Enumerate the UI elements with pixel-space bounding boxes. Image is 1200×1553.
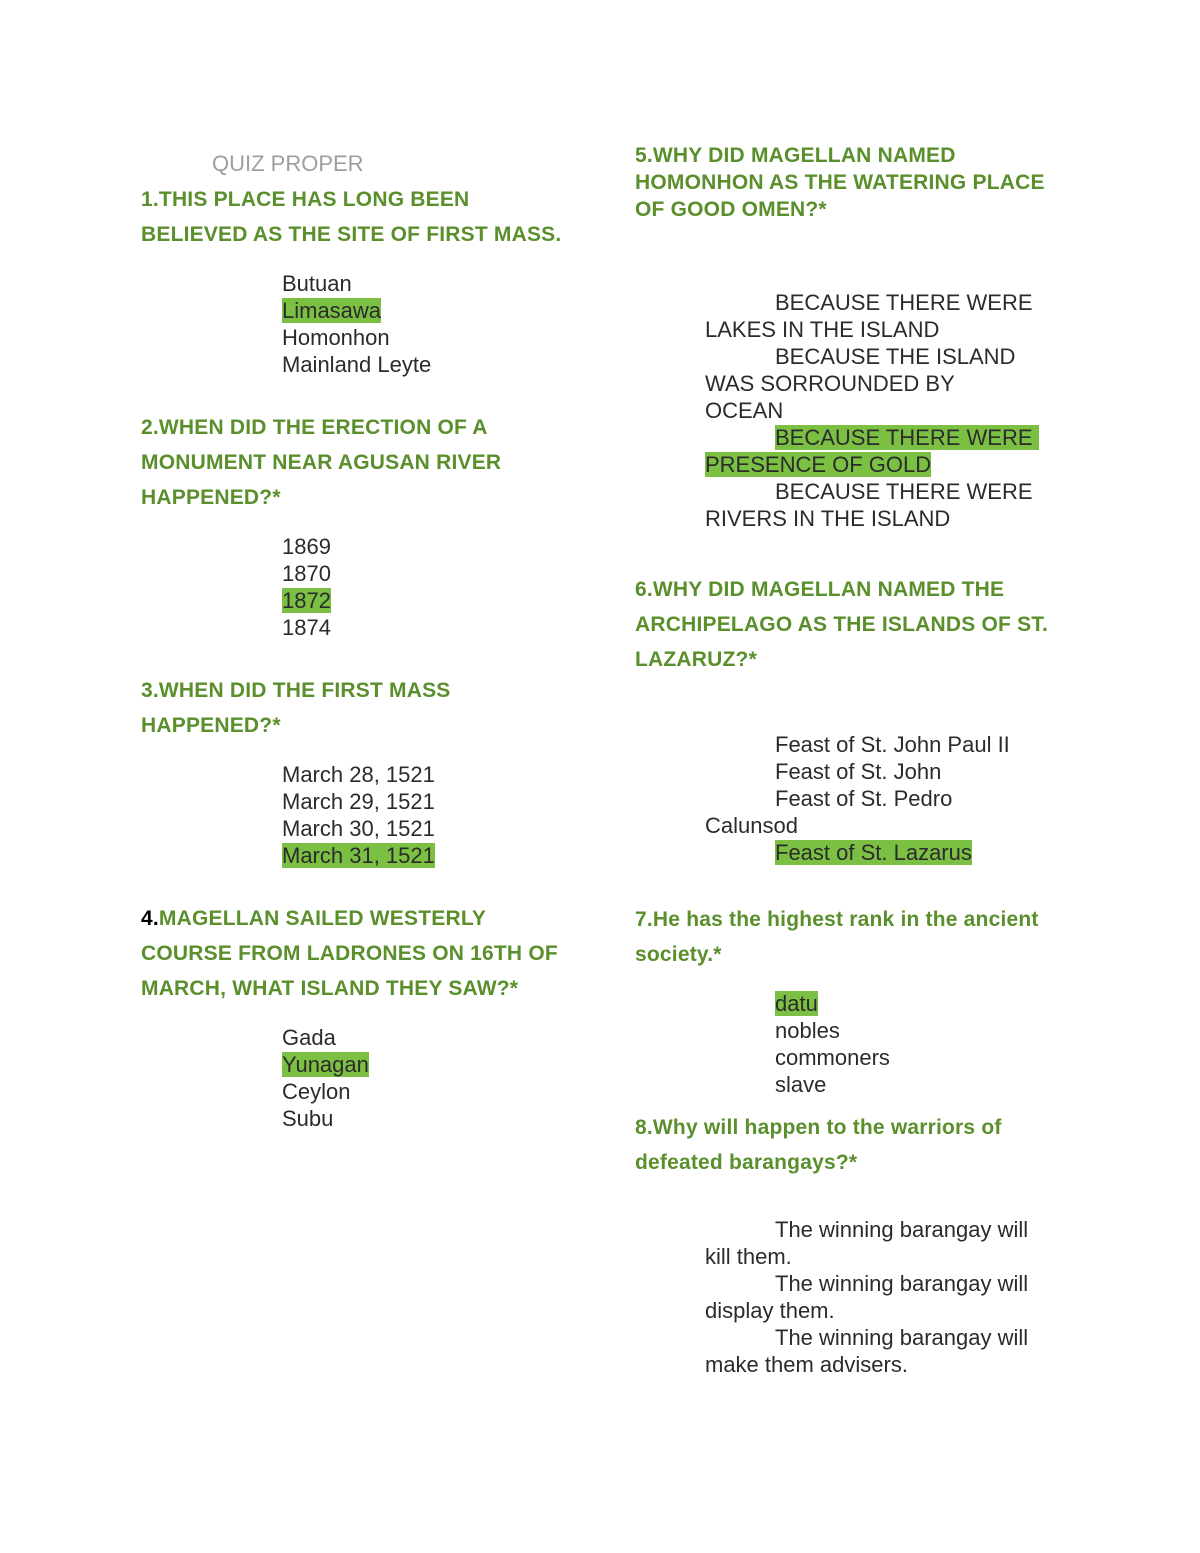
option: March 30, 1521 (282, 816, 435, 841)
option: BECAUSE THERE WERE RIVERS IN THE ISLAND (705, 479, 1033, 531)
option: Subu (282, 1106, 334, 1131)
option-correct: Feast of St. Lazarus (775, 840, 972, 865)
option: Mainland Leyte (282, 352, 432, 377)
question-4-options (141, 1024, 581, 1132)
option: 1874 (282, 615, 331, 640)
question-3: 3.WHEN DID THE FIRST MASS HAPPENED?* (141, 679, 451, 737)
question-3-options (141, 761, 581, 869)
left-column (141, 148, 581, 1132)
option: March 28, 1521 (282, 762, 435, 787)
option-correct: March 31, 1521 (282, 843, 435, 868)
question-5: 5.WHY DID MAGELLAN NAMED HOMONHON AS THE WATERING PLACE OF GOOD OMEN?* (635, 144, 1045, 221)
question-6: 6.WHY DID MAGELLAN NAMED THE ARCHIPELAGO AS THE ISLANDS OF ST. LAZARUZ?* (635, 578, 1049, 671)
option: BECAUSE THERE WERE LAKES IN THE ISLAND (705, 290, 1033, 342)
option: Gada (282, 1025, 336, 1050)
option: Butuan (282, 271, 352, 296)
question-5-options (635, 289, 1065, 532)
page-title: QUIZ PROPER (212, 151, 364, 176)
option: Homonhon (282, 325, 390, 350)
option: The winning barangay will kill them. (705, 1217, 1029, 1269)
question-4: 4.MAGELLAN SAILED WESTERLY COURSE FROM LADRONES ON 16TH OF MARCH, WHAT ISLAND THEY SAW?* (141, 907, 558, 1000)
option: slave (775, 1072, 827, 1097)
option: Ceylon (282, 1079, 351, 1104)
option: BECAUSE THE ISLAND WAS SORROUNDED BY OCEAN (705, 344, 1016, 423)
option: March 29, 1521 (282, 789, 435, 814)
option-correct: BECAUSE THERE WERE PRESENCE OF GOLD (705, 424, 1065, 478)
question-8: 8.Why will happen to the warriors of defeated barangays?* (635, 1116, 1002, 1174)
question-7: 7.He has the highest rank in the ancient society.* (635, 908, 1039, 966)
option: Feast of St. Pedro Calunsod (705, 786, 953, 838)
option-correct: Limasawa (282, 298, 382, 323)
option-correct: 1872 (282, 588, 331, 613)
question-1: 1.THIS PLACE HAS LONG BEEN BELIEVED AS THE SITE OF FIRST MASS. (141, 188, 562, 246)
option: nobles (775, 1018, 840, 1043)
option: Feast of St. John (775, 759, 942, 784)
option: The winning barangay will make them advisers. (705, 1325, 1029, 1377)
question-2-options (141, 533, 581, 641)
option-correct: datu (775, 991, 818, 1016)
option-correct: Yunagan (282, 1052, 369, 1077)
option: 1869 (282, 534, 331, 559)
question-2: 2.WHEN DID THE ERECTION OF A MONUMENT NEAR AGUSAN RIVER HAPPENED?* (141, 416, 502, 509)
option: commoners (775, 1045, 890, 1070)
question-6-options (635, 731, 1065, 866)
question-8-options (635, 1216, 1065, 1378)
right-column (635, 142, 1065, 1378)
option: 1870 (282, 561, 331, 586)
option: The winning barangay will display them. (705, 1271, 1029, 1323)
option: Feast of St. John Paul II (775, 732, 1010, 757)
question-7-options (635, 990, 1065, 1098)
question-1-options (141, 270, 581, 378)
